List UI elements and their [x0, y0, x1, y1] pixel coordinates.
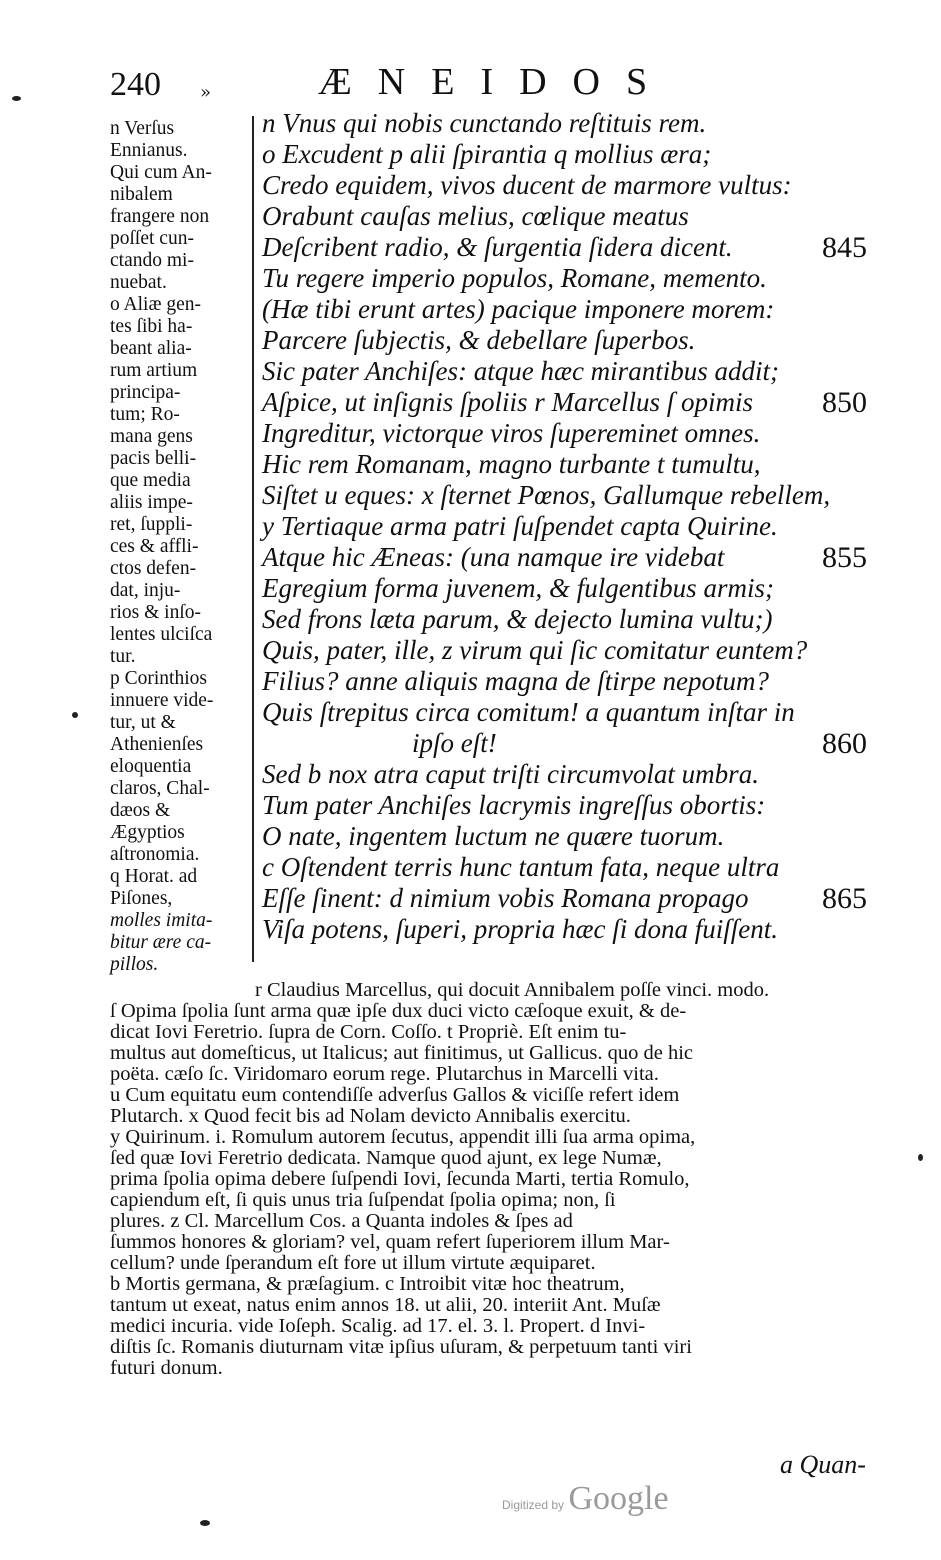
margin-note-line: eloquentia [110, 756, 192, 777]
verse-line: Credo equidem, vivos ducent de marmore vultus: [262, 170, 792, 200]
margin-note-line: tur. [110, 646, 136, 667]
margin-note-line: principa- [110, 382, 181, 403]
margin-note-line: ctos defen- [110, 558, 197, 579]
verse-line: Ingreditur, victorque viros ſupereminet omnes. [262, 418, 761, 448]
commentary-line: multus aut domeſticus, ut Italicus; aut finitimus, ut Gallicus. quo de hic [110, 1042, 694, 1064]
margin-note-line: rum artium [110, 360, 198, 381]
commentary-line: Plutarch. x Quod fecit bis ad Nolam devicto Annibalis exercitu. [110, 1105, 631, 1127]
commentary-line: diſtis ſc. Romanis diuturnam vitæ ipſius uſuram, & perpetuum tanti viri [110, 1336, 692, 1358]
running-title: ÆNEIDOS [318, 61, 674, 103]
verse-line: Atque hic Æneas: (una namque ire videbat [262, 542, 725, 572]
line-number: 860 [822, 727, 867, 760]
margin-note-line: n Verſus [110, 118, 175, 139]
verse-line: o Excudent p alii ſpirantia q mollius æra; [262, 139, 712, 169]
verse-line: Siſtet u eques: x ſternet Pœnos, Gallumque rebellem, [262, 480, 831, 510]
verse-line: Sed frons læta parum, & dejecto lumina vultu;) [262, 604, 773, 634]
commentary-line: y Quirinum. i. Romulum autorem ſecutus, appendit illi ſua arma opima, [110, 1126, 696, 1148]
commentary-line: ſummos honores & gloriam? vel, quam refert ſuperiorem illum Mar- [110, 1231, 670, 1253]
page-number: 240 [110, 66, 161, 103]
commentary-line: tantum ut exeat, natus enim annos 18. ut alii, 20. interiit Ant. Muſæ [110, 1294, 661, 1316]
margin-note-line: Piſones, [110, 888, 173, 909]
commentary-line: dicat Iovi Feretrio. ſupra de Corn. Coſſo. t Propriè. Eſt enim tu- [110, 1021, 627, 1043]
verse-line: ipſo eſt! [412, 728, 497, 758]
verse-line: Parcere ſubjectis, & debellare ſuperbos. [262, 325, 696, 355]
margin-note-line: molles imita- [110, 910, 213, 931]
verse-line: Sic pater Anchiſes: atque hæc mirantibus addit; [262, 356, 779, 386]
header-mark: » [200, 82, 212, 103]
verse-line: Egregium forma juvenem, & fulgentibus armis; [262, 573, 774, 603]
commentary-line: b Mortis germana, & præſagium. c Introibit vitæ hoc theatrum, [110, 1273, 625, 1295]
commentary-line: medici incuria. vide Ioſeph. Scalig. ad 17. el. 3. l. Propert. d Invi- [110, 1315, 646, 1337]
margin-note-line: p Corinthios [110, 668, 207, 689]
verse-line: y Tertiaque arma patri ſuſpendet capta Quirine. [262, 511, 778, 541]
ink-speck [12, 96, 21, 101]
margin-note-line: tes ſibi ha- [110, 316, 193, 337]
verse-line: Hic rem Romanam, magno turbante t tumultu, [262, 449, 761, 479]
margin-note-line: dat, inju- [110, 580, 181, 601]
margin-note-line: poſſet cun- [110, 228, 194, 249]
margin-note-line: frangere non [110, 206, 210, 227]
margin-note-line: que media [110, 470, 191, 491]
margin-note-line: innuere vide- [110, 690, 214, 711]
commentary-line: r Claudius Marcellus, qui docuit Annibalem poſſe vinci. modo. [255, 979, 770, 1001]
verse-line: Aſpice, ut inſignis ſpoliis r Marcellus ſ opimis [262, 387, 753, 417]
commentary-line: capiendum eſt, ſi quis unus tria ſuſpendat ſpolia opima; non, ſi [110, 1189, 616, 1211]
margin-note-line: tur, ut & [110, 712, 176, 733]
verse-line: Orabunt cauſas melius, cœlique meatus [262, 201, 689, 231]
margin-note-line: aſtronomia. [110, 844, 200, 865]
margin-note-line: bitur ære ca- [110, 932, 212, 953]
verse-line: Viſa potens, ſuperi, propria hæc ſi dona fuiſſent. [262, 914, 778, 944]
commentary-line: u Cum equitatu eum contendiſſe adverſus Gallos & viciſſe refert idem [110, 1084, 680, 1106]
verse-line: Deſcribent radio, & ſurgentia ſidera dicent. [262, 232, 733, 262]
margin-note-line: ces & affli- [110, 536, 199, 557]
commentary-line: futuri donum. [110, 1357, 223, 1379]
margin-note-line: rios & inſo- [110, 602, 201, 623]
ink-speck [200, 1520, 210, 1526]
verse-line: O nate, ingentem luctum ne quære tuorum. [262, 821, 725, 851]
margin-note-line: pillos. [110, 954, 159, 975]
verse-line: Quis, pater, ille, z virum qui ſic comitatur euntem? [262, 635, 808, 665]
watermark-prefix: Digitized by [502, 1498, 565, 1512]
verse-line: (Hæ tibi erunt artes) pacique imponere morem: [262, 294, 775, 324]
verse-line: Sed b nox atra caput triſti circumvolat umbra. [262, 759, 759, 789]
line-number: 845 [822, 231, 867, 264]
catchword: a Quan- [780, 1450, 866, 1479]
margin-note-line: ret, ſuppli- [110, 514, 193, 535]
verse-line: Tum pater Anchiſes lacrymis ingreſſus obortis: [262, 790, 766, 820]
verse-line: c Oſtendent terris hunc tantum fata, neque ultra [262, 852, 780, 882]
margin-note-line: beant alia- [110, 338, 192, 359]
commentary-line: ſed quæ Iovi Feretrio dedicata. Namque quod ajunt, ex lege Numæ, [110, 1147, 662, 1169]
margin-note-line: aliis impe- [110, 492, 193, 513]
margin-note-line: lentes ulciſca [110, 624, 213, 645]
margin-note-line: Ennianus. [110, 140, 188, 161]
verse-line: n Vnus qui nobis cunctando reſtituis rem. [262, 108, 707, 138]
margin-note-line: Ægyptios [110, 822, 185, 843]
line-number: 850 [822, 386, 867, 419]
verse-line: Quis ſtrepitus circa comitum! a quantum inſtar in [262, 697, 795, 727]
verse-line: Eſſe ſinent: d nimium vobis Romana propago [262, 883, 749, 913]
column-rule [252, 116, 254, 962]
margin-note-line: tum; Ro- [110, 404, 180, 425]
commentary-line: plures. z Cl. Marcellum Cos. a Quanta indoles & ſpes ad [110, 1210, 573, 1232]
margin-note-line: q Horat. ad [110, 866, 198, 887]
margin-note-line: ctando mi- [110, 250, 194, 271]
margin-note-line: Athenienſes [110, 734, 204, 755]
commentary-line: prima ſpolia opima debere ſuſpendi Iovi, ſecunda Marti, tertia Romulo, [110, 1168, 690, 1190]
margin-note-line: nibalem [110, 184, 173, 205]
verse-line: Tu regere imperio populos, Romane, memento. [262, 263, 767, 293]
ink-speck [72, 712, 78, 718]
ink-speck [918, 1154, 923, 1161]
margin-note-line: mana gens [110, 426, 193, 447]
line-number: 865 [822, 882, 867, 915]
line-number: 855 [822, 541, 867, 574]
commentary-line: ſ Opima ſpolia ſunt arma quæ ipſe dux duci victo cæſoque exuit, & de- [110, 1000, 687, 1022]
margin-note-line: pacis belli- [110, 448, 197, 469]
margin-note-line: nuebat. [110, 272, 167, 293]
margin-note-line: o Aliæ gen- [110, 294, 201, 315]
verse-line: Filius? anne aliquis magna de ſtirpe nepotum? [262, 666, 769, 696]
margin-note-line: Qui cum An- [110, 162, 212, 183]
margin-note-line: dæos & [110, 800, 171, 821]
watermark-brand: Google [568, 1480, 669, 1517]
margin-note-line: claros, Chal- [110, 778, 210, 799]
digitization-watermark [502, 1480, 669, 1518]
commentary-line: cellum? unde ſperandum eſt fore ut illum virtute æquiparet. [110, 1252, 596, 1274]
commentary-line: poëta. cæſo ſc. Viridomaro eorum rege. Plutarchus in Marcelli vita. [110, 1063, 659, 1085]
